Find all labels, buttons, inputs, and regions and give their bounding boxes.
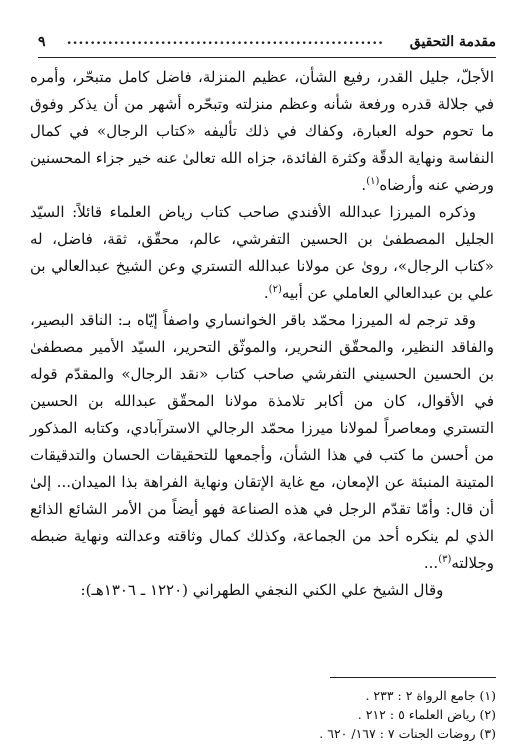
footnote-ref-1[interactable]: (١) (366, 176, 380, 187)
header-rule (38, 57, 496, 58)
header-title: مقدمة التحقيق (409, 34, 496, 50)
body-text (30, 64, 494, 604)
footnote-2: (٢) رياض العلماء ٥ : ٢١٢ . (357, 707, 496, 722)
footnote-ref-3[interactable]: (٣) (438, 554, 452, 565)
paragraph-4-text: وقال الشيخ علي الكني النجفي الطهراني (١٢٢٠ ـ ١٣٠٦هـ): (80, 581, 444, 599)
footnote-1: (١) جامع الرواة ٢ : ٢٣٣ . (365, 688, 496, 703)
footnote-ref-2[interactable]: (٢) (268, 284, 282, 295)
footnote-3: (٣) روضات الجنات ٧ : ١٦٧/ ٦٢٠ . (319, 726, 496, 741)
paragraph-4 (30, 577, 494, 604)
paragraph-2-tail: . (263, 284, 269, 302)
page-number: ٩ (38, 34, 46, 50)
paragraph-2-text: وذكره الميرزا عبدالله الأفندي صاحب كتاب رياض العلماء قائلاً: السيّد الجليل المصطفىٰ بن الحسين التفرشي، عالم، محقّق، ثقة، فاضل، له «كتاب الرجال»، روىٰ عن مولانا عبدالله التستري وعن الشيخ عبدالعالي بن علي بن عبدالعالي العاملي عن أبيه (30, 203, 494, 302)
header-leader-dots: ...................................................... (66, 34, 384, 48)
paragraph-2 (30, 199, 494, 307)
paragraph-3 (30, 307, 494, 577)
paragraph-1-text: الأجلّ، جليل القدر، رفيع الشأن، عظيم المنزلة، فاضل كامل متبحّر، وأمره في جلالة قدره ورفعة شأنه وعظم منزلته وتبحّره أشهر من أن يذكر وفوق ما تحوم حوله العبارة، وكفاك في ذلك تأليفه «كتاب الرجال» في كمال النفاسة ونهاية الدقّة وكثرة الفائدة، جزاه الله تعالىٰ عنه خير جزاء المحسنين ورضي عنه وأرضاه (30, 68, 494, 194)
paragraph-1-tail: . (361, 176, 367, 194)
paragraph-1 (30, 64, 494, 199)
footnotes (40, 686, 496, 743)
running-header (38, 34, 496, 56)
paragraph-3-text: وقد ترجم له الميرزا محمّد باقر الخوانساري واصفاً إيّاه بـ: الناقد البصير، والفاقد النظير، والمحقّق النحرير، والموثّق التحرير، السيّد الأمير مصطفىٰ بن الحسين الحسيني التفرشي صاحب كتاب «نقد الرجال» والمقدّم قوله في الأقوال، كان من أكابر تلامذة مولانا المحقّق عبدالله بن الحسين التستري ومعاصراً لمولانا ميرزا محمّد الرجالي الاسترآبادي، وكتابه المذكور من أحسن ما كتب في هذا الشأن، وأجمعها للتحقيقات الحسان والتدقيقات المتينة المنبئة عن الإمعان، مع غاية الإتقان ونهاية الفراهة بذا الميدان... إلىٰ أن قال: وأمّا تقدّم الرجل في هذه الصناعة فهو أيضاً من الأمر الشائع الذائع الذي لم ينكره أحد من الجماعة، وكذلك كمال وثاقته وعدالته ونهاية ضبطه وجلالته (30, 311, 494, 572)
paragraph-3-tail: ... (423, 554, 439, 572)
footnote-rule (330, 677, 496, 678)
